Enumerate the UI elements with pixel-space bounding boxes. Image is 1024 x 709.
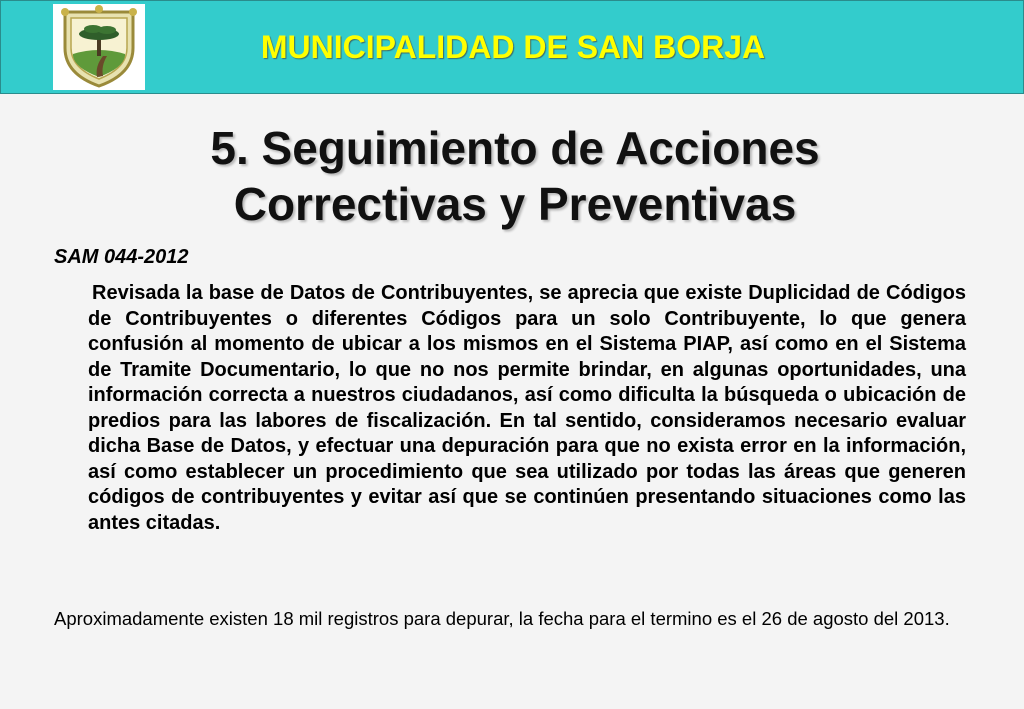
slide-title xyxy=(90,120,940,232)
header-bar xyxy=(0,0,1024,94)
footnote-paragraph: Aproximadamente existen 18 mil registros para depurar, la fecha para el termino es el 26 de agosto del 2013. xyxy=(54,608,950,629)
reference-code: SAM 044-2012 xyxy=(54,246,189,268)
body-paragraph: Revisada la base de Datos de Contribuyentes, se aprecia que existe Duplicidad de Códigos de Contribuyentes o diferentes Códigos para un solo Contribuyente, lo que genera confusión al momento de ubicar a los mismos en el Sistema PIAP, así como en el Sistema de Tramite Documentario, lo que no nos permite brindar, en algunas oportunidades, una información correcta a nuestros ciudadanos, así como dificulta la búsqueda o ubicación de predios para las labores de fiscalización. En tal sentido, consideramos necesario evaluar dicha Base de Datos, y efectuar una depuración para que no exista error en la información, así como establecer un procedimiento que sea utilizado por todas las áreas que generen códigos de contribuyentes y evitar así que se continúen presentando situaciones como las antes citadas. xyxy=(88,282,966,534)
slide-title-line-1: 5. Seguimiento de Acciones xyxy=(210,122,820,174)
header-title: MUNICIPALIDAD DE SAN BORJA xyxy=(260,29,766,65)
slide-title-line-2: Correctivas y Preventivas xyxy=(233,178,797,230)
